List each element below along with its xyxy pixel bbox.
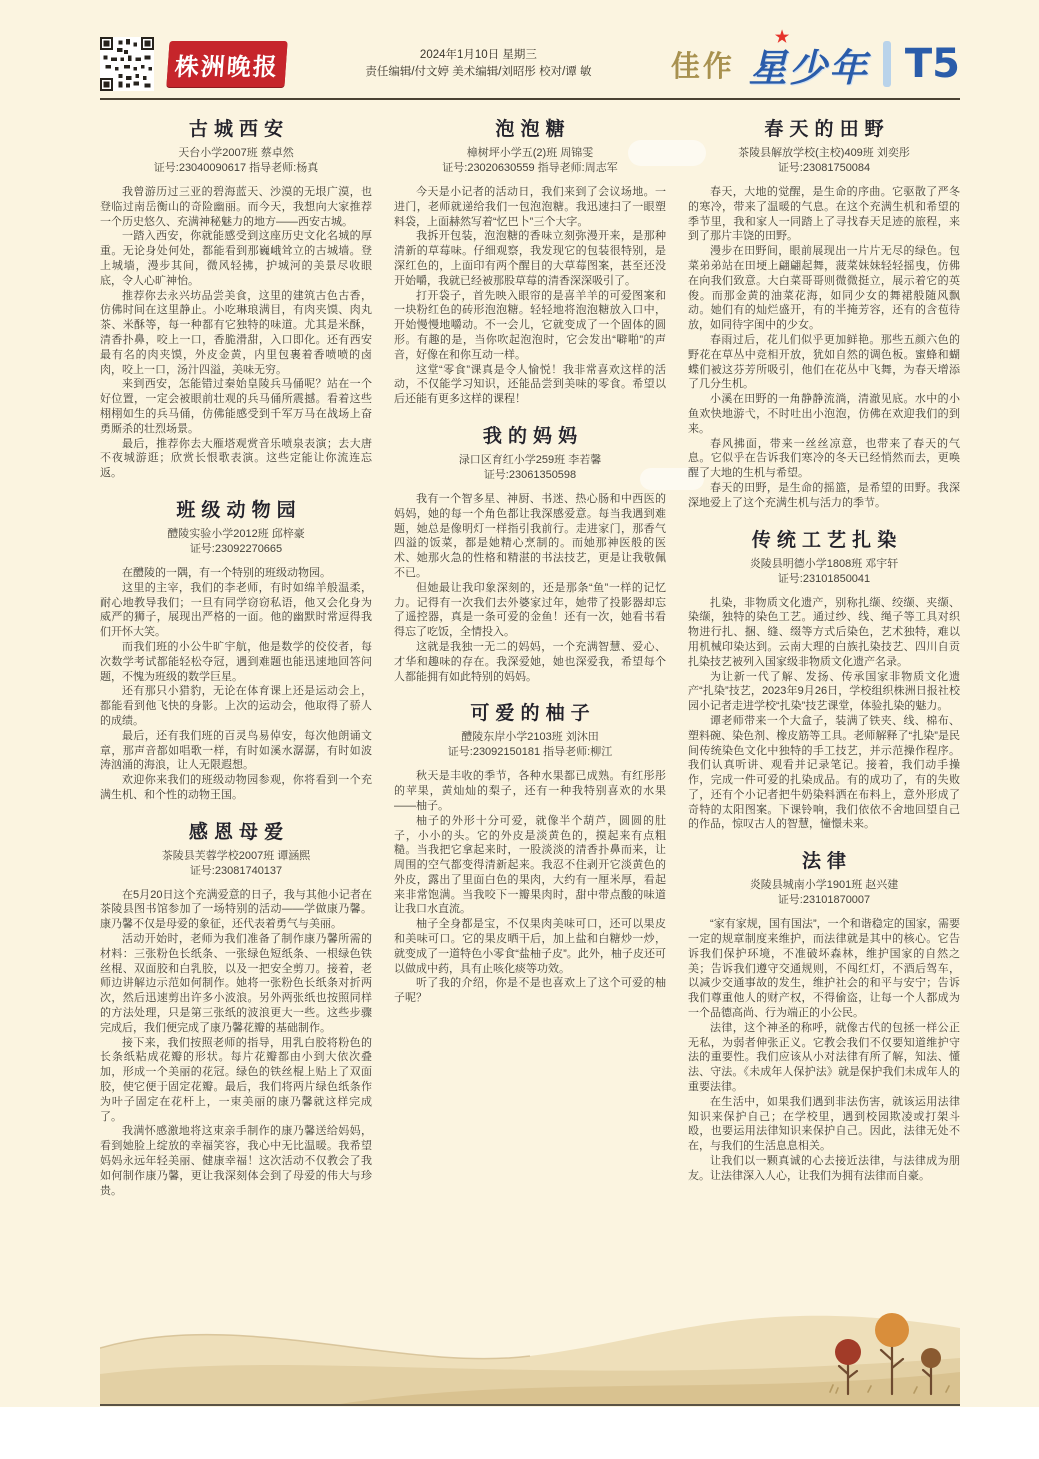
paragraph: 春天，大地的觉醒，是生命的序曲。它驱散了严冬的寒冷，带来了温暖的气息。在这个充满生机和希望的季节里，我和家人一同踏上了寻找春天足迹的旅程，来到了那片丰饶的田野。	[688, 186, 960, 243]
header-brand-block	[670, 26, 960, 92]
article-title: 泡泡糖	[495, 118, 571, 140]
article-title: 感恩母爱	[188, 820, 290, 843]
hills-illustration	[100, 1256, 960, 1404]
paragraph: 柚子的外形十分可爱，就像半个葫芦，圆圆的肚子，小小的头。它的外皮是淡黄色的，摸起来有点粗糙。当我把它拿起来时，一股淡淡的清香扑鼻而来，让周围的空气都变得清新起来。我忍不住剥开它淡黄色的外皮，露出了里面白色的果肉，大约有一厘米厚，看起来非常饱满。当我咬下一瓣果肉时，甜中带点酸的味道让我口水直流。	[394, 814, 666, 916]
article-cert: 证号:23092270665	[189, 542, 283, 555]
article-body	[688, 185, 960, 511]
article-byline: 天台小学2007班 蔡卓然	[178, 147, 294, 159]
article-body	[394, 492, 666, 684]
paragraph: 这堂“零食”课真是令人愉悦！我非常喜欢这样的活动，不仅能学习知识，还能品尝到美味的零食。希望以后还能有更多这样的课程！	[394, 363, 666, 406]
paragraph: 接下来，我们按照老师的指导，用乳白胶将粉色的长条纸粘成花瓣的形状。每片花瓣都由小到大依次叠加，形成一个美丽的花冠。绿色的铁丝棍上贴上了双面胶，使它便于固定花瓣。最后，我们将两片绿色纸条作为叶子固定在花杆上，一束美丽的康乃馨就这样完成了。	[100, 1036, 372, 1123]
paragraph: 在醴陵的一隅，有一个特别的班级动物园。	[122, 566, 331, 579]
star-icon: ★	[774, 26, 792, 46]
article-cert: 证号:23081750084	[777, 162, 871, 174]
paragraph: 扎染，非物质文化遗产，别称扎缬、绞缬、夹缬、染缬，独特的染色工艺。通过纱、线、绳子等工具对织物进行扎、捆、缝、缀等方式后染色，艺术独特，难以用机械印染达到。云南大理的白族扎染技艺、四川自贡扎染技艺被列入国家级非物质文化遗产名录。	[688, 596, 960, 668]
paragraph: 让我们以一颗真诚的心去接近法律，与法律成为朋友。让法律深入人心，让我们为拥有法律而自豪。	[688, 1155, 960, 1182]
article-body	[100, 566, 372, 803]
article-cert: 证号:23061350598	[483, 468, 577, 481]
paragraph: 最后，推荐你去大雁塔观赏音乐喷泉表演；去大唐不夜城游逛；欣赏长恨歌表演。这些定能让你流连忘返。	[100, 437, 372, 480]
paragraph: 我曾游历过三亚的碧海蓝天、沙漠的无垠广漠，也登临过南岳衡山的奇险幽丽。而今天，我想向大家推荐一个历史悠久、充满神秘魅力的地方——西安古城。	[100, 186, 372, 228]
qr-code-icon	[100, 37, 154, 91]
date-line: 2024年1月10日 星期三	[419, 49, 537, 61]
article-title: 古城西安	[188, 118, 290, 140]
article-title: 我的妈妈	[482, 424, 584, 447]
paragraph: 一踏入西安，你就能感受到这座历史文化名城的厚重。无论身处何处，都能看到那巍峨耸立的古城墙。登上城墙，漫步其间，微风轻拂，护城河的美景尽收眼底，令人心旷神怡。	[100, 230, 372, 287]
brand-logo	[748, 26, 869, 92]
footer-strip	[0, 1407, 1039, 1459]
paragraph: 法律，这个神圣的称呼，就像古代的包拯一样公正无私，为弱者伸张正义。它教会我们不仅要知道维护守法的重要性。我们应该从小对法律有所了解，知法、懂法、守法。《未成年人保护法》就是保护我们未成年人的重要法律。	[688, 1021, 960, 1094]
paragraph: 为让新一代了解、发扬、传承国家非物质文化遗产“扎染”技艺，2023年9月26日，学校组织株洲日报社校园小记者走进学校“扎染”技艺课堂，体验扎染的魅力。	[688, 670, 960, 713]
paragraph: 这就是我独一无二的妈妈，一个充满智慧、爱心、才华和趣味的存在。我深爱她，她也深爱我，希望每个人都能拥有如此特别的妈妈。	[394, 640, 666, 683]
article-cert: 证号:23101850041	[777, 572, 871, 585]
paragraph: 春雨过后，花儿们似乎更加鲜艳。那些五颜六色的野花在草丛中竞相开放，犹如自然的调色板。蜜蜂和蝴蝶们被这芬芳所吸引，他们在花丛中飞舞，为春天增添了几分生机。	[688, 333, 960, 391]
paragraph: 柚子全身都是宝，不仅果肉美味可口，还可以果皮和美味可口。它的果皮晒干后，加上盐和白糖炒一炒，就变成了一道特色小零食“盐柚子皮”。此外，柚子皮还可以做成中药，具有止咳化痰等功效。	[394, 918, 666, 975]
header-info	[365, 47, 591, 81]
article-wode-mama	[394, 421, 666, 684]
article-cert: 证号:23020630559 指导老师:周志军	[442, 162, 618, 174]
paragraph: 谭老师带来一个大盒子，装满了铁夹、线、棉布、塑料碗、染色剂、橡皮筋等工具。老师解释了“扎染”是民间传统染色文化中独特的手工技艺，并示范操作程序。我们认真听讲、观看并记录笔记。接着，我们动手操作，完成一件可爱的扎染成品。有的成功了，有的失败了，还有个小记者把牛奶染料洒在布料上，意外形成了奇特的太阳图案。下课铃响，我们依依不舍地回望自己的作品，惊叹古人的智慧，憧憬未来。	[688, 714, 960, 831]
paragraph: 今天是小记者的活动日，我们来到了会议场地。一进门，老师就递给我们一包泡泡糖。我迅速扫了一眼塑料袋，上面赫然写着“忆巴卜”三个大字。	[394, 186, 666, 228]
article-body	[100, 185, 372, 481]
paragraph: 而我们班的小公牛旷宇航，他是数学的佼佼者，每次数学考试都能轻松夺冠，遇到难题也能迅速地回答问题，不愧为班级的数学巨星。	[100, 640, 372, 683]
paragraph: 在生活中，如果我们遇到非法伤害，就该运用法律知识来保护自己；在学校里，遇到校园欺凌或打架斗殴，也要运用法律知识来保护自己。因此，法律无处不在，与我们的生活息息相关。	[688, 1095, 960, 1153]
bottom-rule	[100, 1404, 960, 1406]
article-byline: 醴陵实验小学2012班 邱梓豪	[167, 527, 305, 540]
paragraph: 推荐你去永兴坊品尝美食，这里的建筑古色古香，仿佛时间在这里静止。小吃琳琅满目，有肉夹馍、肉丸茶、米酥等，每一种都有它独特的味道。尤其是米酥，清香扑鼻，咬上一口，香脆滑甜，入口即化。还有西安最有名的肉夹馍，外皮金黄，内里包裹着香喷喷的卤肉，咬上一口，汤汁四溢，美味无穷。	[100, 289, 372, 376]
header-rule	[100, 98, 960, 100]
paragraph: 漫步在田野间，眼前展现出一片片无尽的绿色。包菜弟弟站在田埂上翩翩起舞，菠菜妹妹轻轻摇曳，仿佛在向我们致意。大白菜哥哥则微微挺立，展示着它的英俊。而那金黄的油菜花海，如同少女的舞裙般随风飘动。她们有的灿烂盛开，有的半掩芳容，还有的含苞待放，如同待字闺中的少女。	[688, 245, 960, 332]
article-title: 可爱的柚子	[470, 702, 596, 725]
editors-line: 责任编辑/付文婷 美术编辑/刘昭彤 校对/谭 敏	[365, 66, 592, 78]
paragraph: 在5月20日这个充满爱意的日子，我与其他小记者在茶陵县图书馆参加了一场特别的活动——学做康乃馨。康乃馨不仅是母爱的象征，还代表着勇气与美丽。	[100, 888, 372, 931]
article-zharan	[688, 525, 960, 833]
article-byline: 醴陵东岸小学2103班 刘沐田	[461, 731, 599, 744]
article-byline: 炎陵县城南小学1901班 赵兴建	[749, 879, 899, 892]
brand-divider	[883, 41, 891, 87]
article-title: 传统工艺扎染	[751, 528, 903, 551]
paragraph: 最后，还有我们班的百灵鸟易倬安，每次他朗诵文章，那声音都如唱歌一样，有时如溪水潺潺，有时如波涛汹涌的海浪，让人无限遐想。	[100, 729, 372, 772]
tree-icons	[824, 1284, 954, 1396]
page-number: T5	[904, 41, 960, 87]
article-falv	[688, 846, 960, 1183]
paragraph: 我有一个智多星、神厨、书迷、热心肠和中西医的妈妈，她的每一个角色都让我深感爱意。每当我遇到难题，她总是像明灯一样指引我前行。走进家门，那香气四溢的饭菜，都是她精心烹制的。而她那神医般的医术、她那火急的性格和精湛的书法技艺，更是让我敬佩不已。	[394, 492, 666, 579]
article-keaide-youzi	[394, 698, 666, 1006]
paragraph: 秋天是丰收的季节，各种水果都已成熟。有红彤彤的苹果，黄灿灿的梨子，还有一种我特别喜欢的水果——柚子。	[394, 770, 666, 812]
paragraph: 还有那只小猎豹，无论在体育课上还是运动会上，都能看到他飞快的身影。上次的运动会，他取得了骄人的成绩。	[100, 685, 372, 727]
article-byline: 渌口区育红小学259班 李若馨	[458, 453, 602, 466]
paragraph: 春风拂面，带来一丝丝凉意，也带来了春天的气息。它似乎在告诉我们寒冷的冬天已经悄然而去，更唤醒了大地的生机与希望。	[688, 437, 960, 480]
article-cert: 证号:23040090617 指导老师:杨真	[153, 162, 319, 174]
paragraph: 我满怀感激地将这束亲手制作的康乃馨送给妈妈，看到她脸上绽放的幸福笑容，我心中无比温暖。我希望妈妈永远年轻美丽、健康幸福！这次活动不仅教会了我如何制作康乃馨，更让我深刻体会到了母爱的伟大与珍贵。	[100, 1125, 372, 1197]
article-byline: 茶陵县解放学校(主校)409班 刘奕彤	[738, 147, 910, 159]
article-byline: 樟树坪小学五(2)班 周锦雯	[466, 147, 594, 159]
brand-text: 星少年	[748, 44, 869, 90]
article-body	[394, 769, 666, 1006]
article-body	[394, 185, 666, 407]
article-columns	[100, 114, 960, 1326]
article-body	[688, 917, 960, 1183]
article-gucheng-xian	[100, 114, 372, 481]
article-body	[100, 888, 372, 1199]
paragraph: 但她最让我印象深刻的，还是那条“鱼”一样的记忆力。记得有一次我们去外婆家过年，她带了投影器却忘了遥控器，真是一条可爱的金鱼！还有一次，她看书看得忘了吃饭，全情投入。	[394, 581, 666, 639]
paragraph: 小溪在田野的一角静静流淌，清澈见底。水中的小鱼欢快地游弋，不时吐出小泡泡，仿佛在欢迎我们的到来。	[688, 393, 960, 435]
paragraph: “家有家规，国有国法”，一个和谐稳定的国家，需要一定的规章制度来维护，而法律就是其中的核心。它告诉我们保护环境，不准破坏森林，维护国家的自然之美；告诉我们遵守交通规则，不闯红灯，不酒后驾车，以减少交通事故的发生，维护社会的和平与安宁；告诉我们尊重他人的财产权，不得偷盗，让每一个人都成为一个品德高尚、行为端正的小公民。	[688, 918, 960, 1020]
article-banji-dongwuyuan	[100, 495, 372, 803]
article-cert: 证号:23081740137	[189, 864, 283, 877]
paragraph: 打开袋子，首先映入眼帘的是喜羊羊的可爱图案和一块粉红色的砖形泡泡糖。轻轻地将泡泡糖放入口中，开始慢慢地嚼动。不一会儿，它就变成了一个固体的圆形。有趣的是，当你吹起泡泡时，它会发出“噼啪”的声音，好像在和你互动一样。	[394, 289, 666, 361]
column-middle	[394, 114, 666, 1326]
paragraph: 春天的田野，是生命的摇篮，是希望的田野。我深深地爱上了这个充满生机与活力的季节。	[688, 481, 960, 509]
article-title: 班级动物园	[176, 498, 302, 521]
page-header	[100, 26, 960, 94]
paragraph: 来到西安，怎能错过秦始皇陵兵马俑呢？站在一个好位置，一定会被眼前壮观的兵马俑所震撼。看着这些栩栩如生的兵马俑，仿佛能感受到千军万马在战场上奋勇厮杀的壮烈场景。	[100, 378, 372, 435]
article-paopaotang	[394, 114, 666, 407]
article-title: 春天的田野	[764, 118, 890, 140]
article-byline: 茶陵县芙蓉学校2007班 谭涵熙	[161, 849, 311, 862]
article-cert: 证号:23092150181 指导老师:柳江	[447, 746, 613, 759]
column-left	[100, 114, 372, 1326]
article-body	[688, 596, 960, 833]
paragraph: 欢迎你来我们的班级动物园参观，你将看到一个充满生机、和个性的动物王国。	[100, 774, 372, 801]
paragraph: 听了我的介绍，你是不是也喜欢上了这个可爱的柚子呢？	[394, 977, 666, 1005]
column-right	[688, 114, 960, 1326]
paragraph: 我拆开包装，泡泡糖的香味立刻弥漫开来，是那种清新的草莓味。仔细观察，我发现它的包装很特别，是深红色的，上面印有两个醒目的大草莓图案，甚至还没开始嚼，我就已经被那股草莓的清香深深吸引了。	[394, 230, 666, 287]
article-cert: 证号:23101870007	[777, 894, 871, 907]
masthead-logo: 株洲晚报	[166, 41, 287, 87]
section-label: 佳作	[670, 48, 735, 83]
article-title: 法律	[801, 850, 853, 873]
article-ganen-muai	[100, 817, 372, 1199]
paragraph: 活动开始时，老师为我们准备了制作康乃馨所需的材料：三张粉色长纸条、一张绿色短纸条、一根绿色铁丝棍、双面胶和白乳胶，以及一把安全剪刀。接着，老师边讲解边示范如何制作。她将一张粉色长纸条对折两次，然后迅速剪出许多小波浪。另外两张纸也按照同样的方法处理，只是第三张纸的波浪更大一些。这些步骤完成后，我们便完成了康乃馨花瓣的基础制作。	[100, 933, 372, 1034]
article-chuntian-tianye	[688, 114, 960, 511]
paragraph: 这里的主宰，我们的李老师，有时如绵羊般温柔，耐心地教导我们；一旦有同学窃窃私语，他又会化身为威严的狮子，展现出严格的一面。他的幽默时常逗得我们开怀大笑。	[100, 581, 372, 639]
article-byline: 炎陵县明德小学1808班 邓宇轩	[749, 557, 899, 570]
